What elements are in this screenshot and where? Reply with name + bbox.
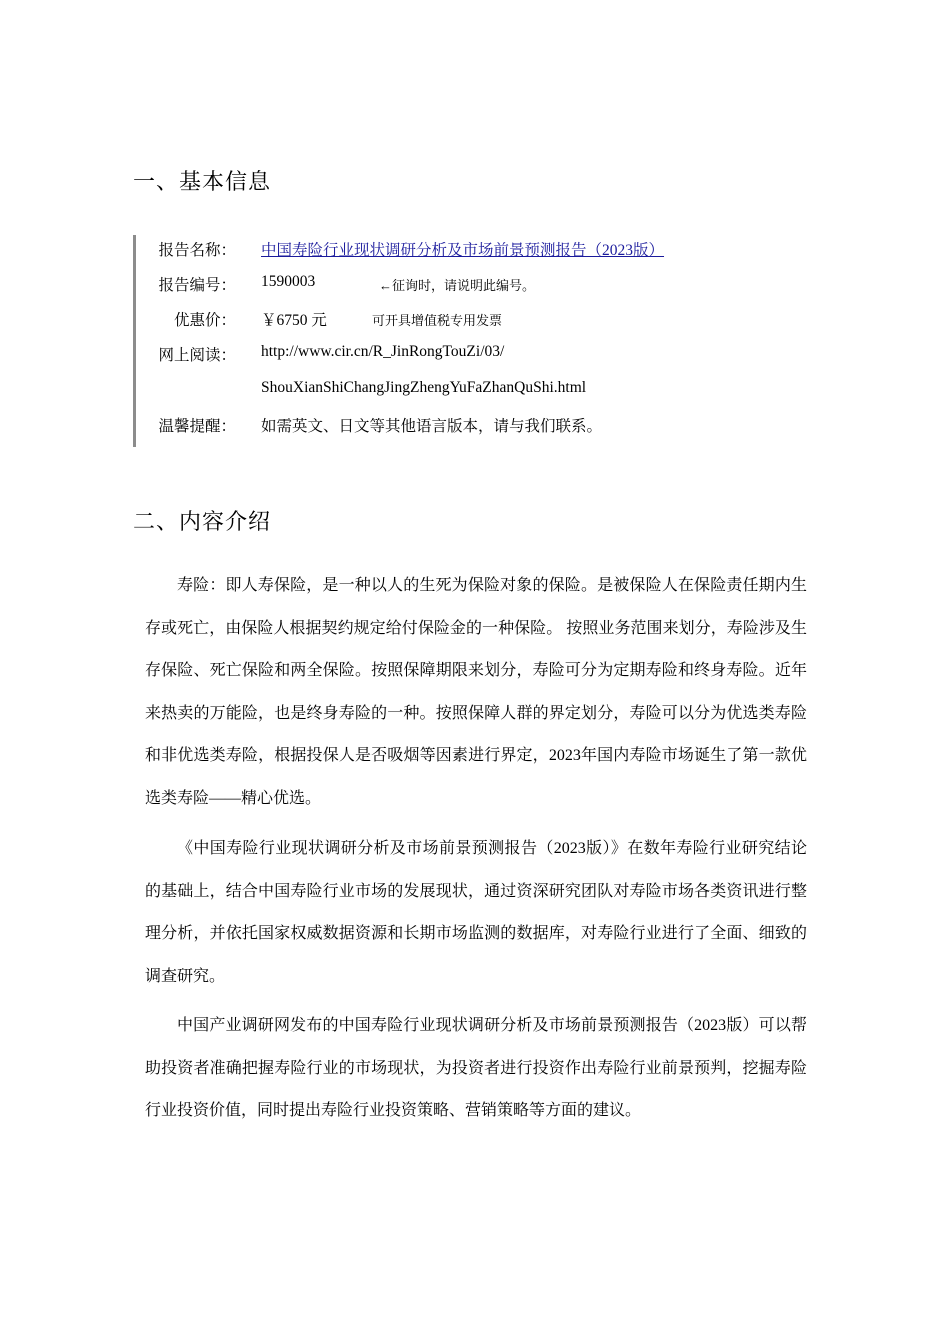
intro-paragraph-2: 《中国寿险行业现状调研分析及市场前景预测报告（2023版）》在数年寿险行业研究结论的基础上，结合中国寿险行业市场的发展现状，通过资深研究团队对寿险市场各类资讯进行整理分析，并依托国家权威数据资源和长期市场监测的数据库，对寿险行业进行了全面、细致的调查研究。 [145, 840, 807, 985]
intro-paragraph-1: 寿险：即人寿保险，是一种以人的生死为保险对象的保险。是被保险人在保险责任期内生存或死亡，由保险人根据契约规定给付保险金的一种保险。 按照业务范围来划分，寿险涉及生存保险、死亡保险和两全保险。按照保障期限来划分，寿险可分为定期寿险和终身寿险。近年来热卖的万能险，也是终身寿险的一种。按照保障人群的界定划分，寿险可以分为优选类寿险和非优选类寿险，根据投保人是否吸烟等因素进行界定，2023年国内寿险市场诞生了第一款优选类寿险——精心优选。 [145, 577, 807, 807]
report-code-value: 1590003 [261, 273, 316, 290]
invoice-note: 可开具增值税专用发票 [372, 313, 503, 328]
section-heading-basic-info: 一、基本信息 [133, 170, 272, 195]
basic-info-box [133, 235, 776, 447]
price-label: 优惠价： [173, 312, 236, 329]
report-code-label: 报告编号： [158, 277, 236, 294]
intro-paragraph-3: 中国产业调研网发布的中国寿险行业现状调研分析及市场前景预测报告（2023版）可以帮助投资者准确把握寿险行业的市场现状，为投资者进行投资作出寿险行业前景预判，挖掘寿险行业投资价值，同时提出寿险行业投资策略、营销策略等方面的建议。 [145, 1017, 807, 1119]
tip-label: 温馨提醒： [158, 418, 236, 435]
report-code-note: ←征询时，请说明此编号。 [379, 278, 536, 293]
online-read-url-line2[interactable]: ShouXianShiChangJingZhengYuFaZhanQuShi.html [261, 379, 587, 396]
price-value: ￥6750 元 [261, 312, 327, 329]
online-read-url-line1[interactable]: http://www.cir.cn/R_JinRongTouZi/03/ [261, 343, 505, 360]
report-name-label: 报告名称： [158, 242, 236, 259]
online-read-label: 网上阅读： [158, 347, 236, 364]
report-name-link[interactable]: 中国寿险行业现状调研分析及市场前景预测报告（2023版） [261, 242, 665, 259]
section-heading-content-intro: 二、内容介绍 [133, 510, 272, 535]
tip-value: 如需英文、日文等其他语言版本，请与我们联系。 [261, 418, 603, 435]
